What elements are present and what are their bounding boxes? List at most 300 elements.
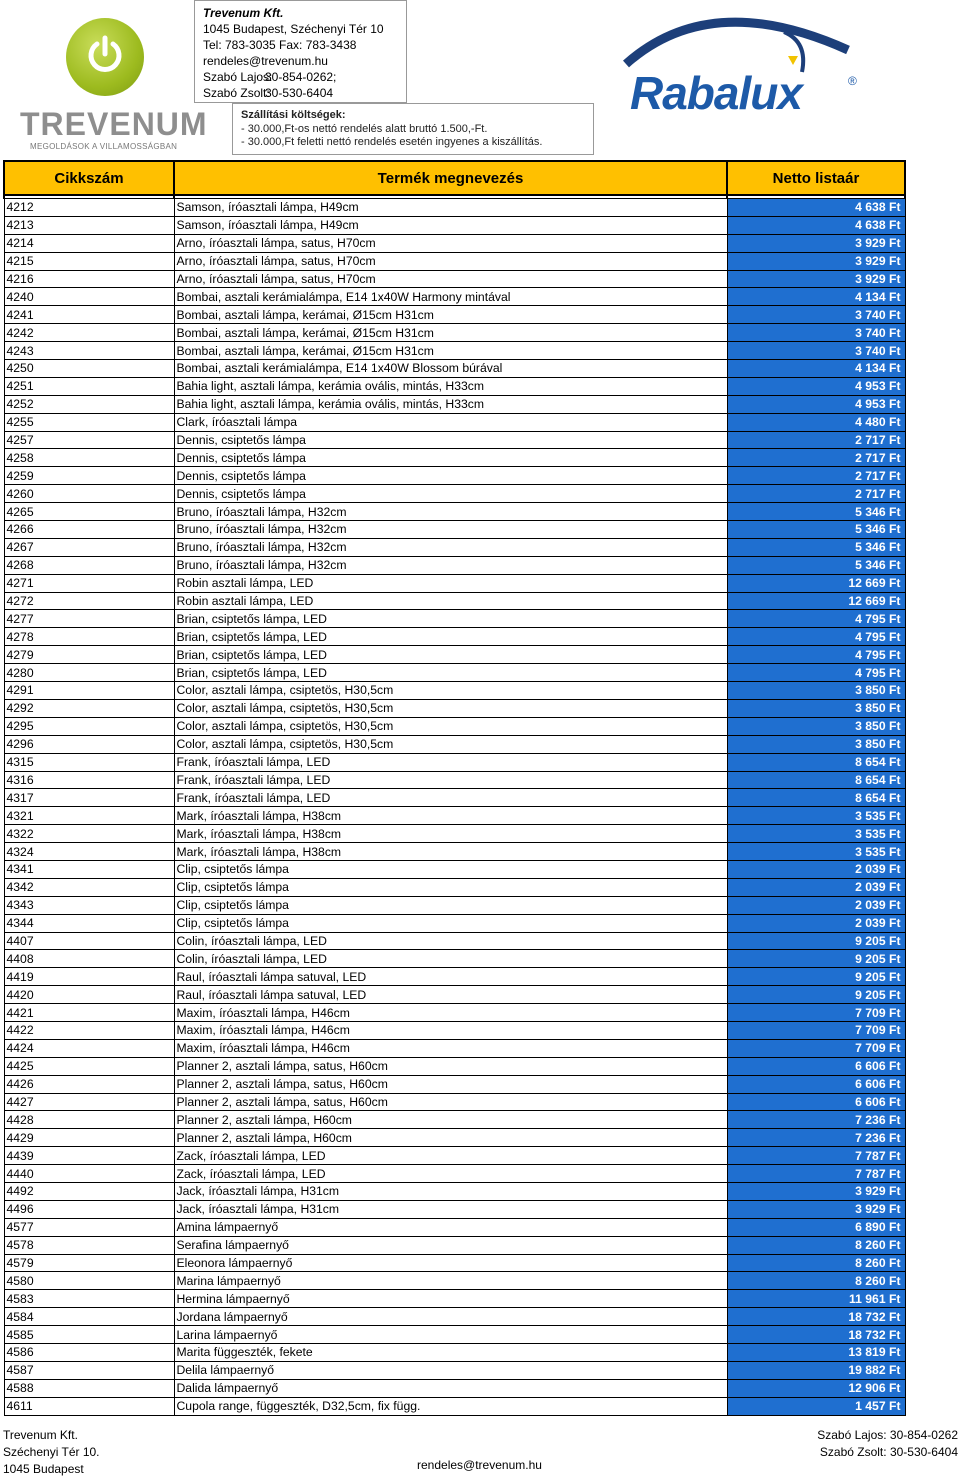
cell-product-name: Marina lámpaernyő: [174, 1272, 727, 1290]
cell-product-name: Mark, íróasztali lámpa, H38cm: [174, 807, 727, 825]
cell-item-number: 4577: [4, 1218, 174, 1236]
cell-net-price: 8 654 Ft: [727, 771, 905, 789]
table-row: [4, 503, 905, 521]
cell-item-number: 4242: [4, 324, 174, 342]
cell-product-name: Bombai, asztali lámpa, kerámai, Ø15cm H31cm: [174, 324, 727, 342]
table-row: [4, 342, 905, 360]
cell-net-price: 2 717 Ft: [727, 431, 905, 449]
table-row: [4, 306, 905, 324]
cell-net-price: 8 654 Ft: [727, 753, 905, 771]
table-row: [4, 556, 905, 574]
cell-item-number: 4267: [4, 538, 174, 556]
table-row: [4, 1111, 905, 1129]
column-header-net-price: Netto listaár: [727, 161, 905, 195]
cell-net-price: 6 606 Ft: [727, 1075, 905, 1093]
cell-item-number: 4496: [4, 1200, 174, 1218]
cell-item-number: 4255: [4, 413, 174, 431]
cell-net-price: 8 260 Ft: [727, 1272, 905, 1290]
cell-item-number: 4580: [4, 1272, 174, 1290]
footer-company: Trevenum Kft.: [3, 1428, 78, 1442]
table-row: [4, 860, 905, 878]
table-row: [4, 1147, 905, 1165]
cell-product-name: Arno, íróasztali lámpa, satus, H70cm: [174, 270, 727, 288]
cell-item-number: 4259: [4, 467, 174, 485]
cell-net-price: 12 669 Ft: [727, 592, 905, 610]
cell-product-name: Planner 2, asztali lámpa, satus, H60cm: [174, 1075, 727, 1093]
cell-product-name: Larina lámpaernyő: [174, 1326, 727, 1344]
table-row: [4, 682, 905, 700]
cell-net-price: 3 850 Ft: [727, 682, 905, 700]
cell-net-price: 4 480 Ft: [727, 413, 905, 431]
cell-item-number: 4420: [4, 986, 174, 1004]
contact-person-1-label: Szabó Lajos:: [203, 70, 273, 84]
cell-item-number: 4492: [4, 1182, 174, 1200]
cell-net-price: 7 236 Ft: [727, 1111, 905, 1129]
table-row: [4, 1039, 905, 1057]
table-row: [4, 1254, 905, 1272]
cell-net-price: 4 638 Ft: [727, 199, 905, 217]
cell-product-name: Bruno, íróasztali lámpa, H32cm: [174, 521, 727, 539]
cell-net-price: 3 535 Ft: [727, 807, 905, 825]
cell-net-price: 8 654 Ft: [727, 789, 905, 807]
cell-product-name: Zack, íróasztali lámpa, LED: [174, 1147, 727, 1165]
cell-product-name: Dalida lámpaernyő: [174, 1379, 727, 1397]
cell-item-number: 4322: [4, 825, 174, 843]
cell-product-name: Robin asztali lámpa, LED: [174, 574, 727, 592]
company-name: Trevenum Kft.: [203, 6, 284, 20]
cell-net-price: 3 535 Ft: [727, 843, 905, 861]
cell-item-number: 4277: [4, 610, 174, 628]
price-list-table: [3, 160, 904, 1416]
cell-net-price: 3 740 Ft: [727, 306, 905, 324]
cell-item-number: 4341: [4, 860, 174, 878]
cell-item-number: 4585: [4, 1326, 174, 1344]
column-header-item-number: Cikkszám: [4, 161, 174, 195]
cell-net-price: 2 039 Ft: [727, 860, 905, 878]
cell-net-price: 7 236 Ft: [727, 1129, 905, 1147]
cell-item-number: 4250: [4, 360, 174, 378]
power-icon: [66, 18, 144, 96]
cell-net-price: 4 638 Ft: [727, 216, 905, 234]
table-row: [4, 521, 905, 539]
table-row: [4, 270, 905, 288]
table-row: [4, 628, 905, 646]
cell-product-name: Jack, íróasztali lámpa, H31cm: [174, 1200, 727, 1218]
cell-net-price: 2 039 Ft: [727, 896, 905, 914]
table-row: [4, 610, 905, 628]
cell-product-name: Serafina lámpaernyő: [174, 1236, 727, 1254]
cell-net-price: 3 850 Ft: [727, 735, 905, 753]
table-row: [4, 807, 905, 825]
table-row: [4, 699, 905, 717]
table-row: [4, 1129, 905, 1147]
cell-net-price: 2 717 Ft: [727, 467, 905, 485]
table-row: [4, 968, 905, 986]
cell-net-price: 5 346 Ft: [727, 538, 905, 556]
cell-product-name: Cupola range, függeszték, D32,5cm, fix függ.: [174, 1397, 727, 1415]
cell-item-number: 4266: [4, 521, 174, 539]
cell-item-number: 4216: [4, 270, 174, 288]
cell-net-price: 5 346 Ft: [727, 503, 905, 521]
cell-net-price: 7 787 Ft: [727, 1165, 905, 1183]
cell-net-price: 6 606 Ft: [727, 1057, 905, 1075]
trevenum-tagline: MEGOLDÁSOK A VILLAMOSSÁGBAN: [30, 142, 178, 151]
cell-net-price: 18 732 Ft: [727, 1308, 905, 1326]
table-row: [4, 538, 905, 556]
table-row: [4, 288, 905, 306]
cell-net-price: 12 906 Ft: [727, 1379, 905, 1397]
cell-net-price: 4 953 Ft: [727, 395, 905, 413]
cell-item-number: 4324: [4, 843, 174, 861]
table-row: [4, 377, 905, 395]
table-row: [4, 771, 905, 789]
cell-product-name: Bahia light, asztali lámpa, kerámia ovális, mintás, H33cm: [174, 395, 727, 413]
cell-product-name: Maxim, íróasztali lámpa, H46cm: [174, 1004, 727, 1022]
cell-item-number: 4439: [4, 1147, 174, 1165]
cell-item-number: 4315: [4, 753, 174, 771]
footer-address: [3, 1427, 100, 1478]
cell-product-name: Frank, íróasztali lámpa, LED: [174, 789, 727, 807]
cell-product-name: Brian, csiptetős lámpa, LED: [174, 664, 727, 682]
cell-product-name: Amina lámpaernyő: [174, 1218, 727, 1236]
cell-item-number: 4611: [4, 1397, 174, 1415]
table-row: [4, 825, 905, 843]
cell-net-price: 3 740 Ft: [727, 324, 905, 342]
cell-net-price: 13 819 Ft: [727, 1344, 905, 1362]
cell-product-name: Clark, íróasztali lámpa: [174, 413, 727, 431]
cell-item-number: 4280: [4, 664, 174, 682]
footer-email[interactable]: rendeles@trevenum.hu: [417, 1458, 542, 1472]
cell-item-number: 4243: [4, 342, 174, 360]
cell-net-price: 4 795 Ft: [727, 628, 905, 646]
shipping-title: Szállítási költségek:: [241, 109, 346, 121]
cell-net-price: 4 953 Ft: [727, 377, 905, 395]
cell-net-price: 2 039 Ft: [727, 914, 905, 932]
cell-product-name: Eleonora lámpaernyő: [174, 1254, 727, 1272]
shipping-line-1: - 30.000,Ft-os nettó rendelés alatt bruttó 1.500,-Ft.: [241, 122, 488, 135]
table-row: [4, 1057, 905, 1075]
cell-product-name: Mark, íróasztali lámpa, H38cm: [174, 825, 727, 843]
cell-product-name: Dennis, csiptetős lámpa: [174, 485, 727, 503]
trevenum-wordmark: TREVENUM: [20, 106, 208, 142]
table-row: [4, 1075, 905, 1093]
cell-net-price: 4 795 Ft: [727, 646, 905, 664]
cell-item-number: 4292: [4, 699, 174, 717]
footer-contact-1: Szabó Lajos: 30-854-0262: [817, 1428, 958, 1442]
footer-city: 1045 Budapest: [3, 1462, 84, 1476]
cell-product-name: Bruno, íróasztali lámpa, H32cm: [174, 556, 727, 574]
table-row: [4, 1236, 905, 1254]
cell-item-number: 4296: [4, 735, 174, 753]
cell-item-number: 4251: [4, 377, 174, 395]
cell-net-price: 3 929 Ft: [727, 252, 905, 270]
shipping-line-2: - 30.000,Ft feletti nettó rendelés esetén ingyenes a kiszállítás.: [241, 136, 543, 148]
table-row: [4, 1004, 905, 1022]
table-row: [4, 914, 905, 932]
cell-item-number: 4578: [4, 1236, 174, 1254]
cell-net-price: 7 709 Ft: [727, 1021, 905, 1039]
cell-net-price: 18 732 Ft: [727, 1326, 905, 1344]
company-address: 1045 Budapest, Széchenyi Tér 10: [203, 22, 384, 36]
table-row: [4, 986, 905, 1004]
cell-product-name: Bruno, íróasztali lámpa, H32cm: [174, 503, 727, 521]
table-row: [4, 789, 905, 807]
cell-item-number: 4240: [4, 288, 174, 306]
cell-item-number: 4428: [4, 1111, 174, 1129]
cell-product-name: Frank, íróasztali lámpa, LED: [174, 753, 727, 771]
table-row: [4, 735, 905, 753]
table-row: [4, 467, 905, 485]
cell-product-name: Arno, íróasztali lámpa, satus, H70cm: [174, 252, 727, 270]
cell-net-price: 3 929 Ft: [727, 270, 905, 288]
cell-net-price: 3 740 Ft: [727, 342, 905, 360]
table-row: [4, 1397, 905, 1415]
cell-product-name: Clip, csiptetős lámpa: [174, 860, 727, 878]
cell-item-number: 4212: [4, 199, 174, 217]
cell-product-name: Dennis, csiptetős lámpa: [174, 431, 727, 449]
table-row: [4, 717, 905, 735]
table-row: [4, 1344, 905, 1362]
table-body: [4, 195, 905, 1415]
cell-net-price: 9 205 Ft: [727, 950, 905, 968]
table-row: [4, 1165, 905, 1183]
cell-net-price: 7 709 Ft: [727, 1004, 905, 1022]
table-row: [4, 1361, 905, 1379]
cell-item-number: 4588: [4, 1379, 174, 1397]
contact-person-1: [203, 69, 406, 85]
cell-net-price: 3 850 Ft: [727, 699, 905, 717]
cell-item-number: 4272: [4, 592, 174, 610]
cell-item-number: 4584: [4, 1308, 174, 1326]
table-row: [4, 878, 905, 896]
footer-contacts: [817, 1427, 958, 1461]
registered-mark: ®: [848, 74, 857, 88]
cell-product-name: Bombai, asztali lámpa, kerámai, Ø15cm H31cm: [174, 306, 727, 324]
cell-product-name: Marita függeszték, fekete: [174, 1344, 727, 1362]
table-row: [4, 843, 905, 861]
cell-net-price: 6 890 Ft: [727, 1218, 905, 1236]
table-row: [4, 449, 905, 467]
cell-product-name: Arno, íróasztali lámpa, satus, H70cm: [174, 234, 727, 252]
table-row: [4, 574, 905, 592]
cell-net-price: 12 669 Ft: [727, 574, 905, 592]
contact-person-1-phone: 30-854-0262;: [265, 70, 337, 84]
cell-item-number: 4579: [4, 1254, 174, 1272]
cell-net-price: 8 260 Ft: [727, 1254, 905, 1272]
cell-item-number: 4258: [4, 449, 174, 467]
cell-product-name: Dennis, csiptetős lámpa: [174, 467, 727, 485]
column-header-product-name: Termék megnevezés: [174, 161, 727, 195]
table-row: [4, 932, 905, 950]
cell-product-name: Color, asztali lámpa, csiptetös, H30,5cm: [174, 735, 727, 753]
table-row: [4, 1200, 905, 1218]
cell-item-number: 4317: [4, 789, 174, 807]
cell-item-number: 4583: [4, 1290, 174, 1308]
cell-product-name: Brian, csiptetős lámpa, LED: [174, 646, 727, 664]
cell-product-name: Bruno, íróasztali lámpa, H32cm: [174, 538, 727, 556]
cell-item-number: 4279: [4, 646, 174, 664]
page-footer: [0, 1427, 960, 1476]
cell-product-name: Samson, íróasztali lámpa, H49cm: [174, 199, 727, 217]
contact-person-2-phone: 30-530-6404: [265, 86, 334, 100]
cell-net-price: 4 134 Ft: [727, 288, 905, 306]
table-row: [4, 324, 905, 342]
table-row: [4, 896, 905, 914]
cell-product-name: Brian, csiptetős lámpa, LED: [174, 628, 727, 646]
table-row: [4, 1326, 905, 1344]
cell-product-name: Jordana lámpaernyő: [174, 1308, 727, 1326]
trevenum-logo: [18, 14, 208, 154]
cell-product-name: Clip, csiptetős lámpa: [174, 914, 727, 932]
cell-product-name: Colin, íróasztali lámpa, LED: [174, 932, 727, 950]
shipping-info-box: [232, 103, 594, 155]
cell-net-price: 2 039 Ft: [727, 878, 905, 896]
cell-item-number: 4213: [4, 216, 174, 234]
cell-item-number: 4265: [4, 503, 174, 521]
table-row: [4, 664, 905, 682]
cell-net-price: 9 205 Ft: [727, 968, 905, 986]
cell-product-name: Planner 2, asztali lámpa, satus, H60cm: [174, 1093, 727, 1111]
cell-item-number: 4587: [4, 1361, 174, 1379]
table-row: [4, 485, 905, 503]
cell-item-number: 4440: [4, 1165, 174, 1183]
cell-item-number: 4271: [4, 574, 174, 592]
cell-item-number: 4425: [4, 1057, 174, 1075]
rabalux-wordmark: Rabalux: [630, 67, 802, 119]
cell-net-price: 4 795 Ft: [727, 610, 905, 628]
cell-net-price: 2 717 Ft: [727, 449, 905, 467]
footer-street: Széchenyi Tér 10.: [3, 1445, 100, 1459]
cell-net-price: 9 205 Ft: [727, 986, 905, 1004]
cell-item-number: 4421: [4, 1004, 174, 1022]
cell-item-number: 4321: [4, 807, 174, 825]
cell-product-name: Bombai, asztali lámpa, kerámai, Ø15cm H31cm: [174, 342, 727, 360]
cell-product-name: Bombai, asztali kerámialámpa, E14 1x40W Harmony mintával: [174, 288, 727, 306]
company-phone-fax: Tel: 783-3035 Fax: 783-3438: [203, 38, 357, 52]
cell-product-name: Color, asztali lámpa, csiptetös, H30,5cm: [174, 717, 727, 735]
cell-item-number: 4344: [4, 914, 174, 932]
cell-item-number: 4419: [4, 968, 174, 986]
table-row: [4, 199, 905, 217]
cell-product-name: Brian, csiptetős lámpa, LED: [174, 610, 727, 628]
table-header-row: [4, 161, 905, 195]
cell-item-number: 4316: [4, 771, 174, 789]
cell-net-price: 9 205 Ft: [727, 932, 905, 950]
cell-item-number: 4343: [4, 896, 174, 914]
cell-product-name: Maxim, íróasztali lámpa, H46cm: [174, 1021, 727, 1039]
table-row: [4, 950, 905, 968]
cell-net-price: 7 709 Ft: [727, 1039, 905, 1057]
cell-product-name: Planner 2, asztali lámpa, H60cm: [174, 1129, 727, 1147]
table-row: [4, 1308, 905, 1326]
cell-product-name: Hermina lámpaernyő: [174, 1290, 727, 1308]
table-row: [4, 252, 905, 270]
cell-product-name: Colin, íróasztali lámpa, LED: [174, 950, 727, 968]
cell-net-price: 4 134 Ft: [727, 360, 905, 378]
table-row: [4, 413, 905, 431]
cell-item-number: 4260: [4, 485, 174, 503]
cell-product-name: Dennis, csiptetős lámpa: [174, 449, 727, 467]
table-row: [4, 1218, 905, 1236]
table-row: [4, 1093, 905, 1111]
cell-item-number: 4426: [4, 1075, 174, 1093]
table-row: [4, 431, 905, 449]
cell-item-number: 4408: [4, 950, 174, 968]
company-email[interactable]: rendeles@trevenum.hu: [203, 54, 328, 68]
cell-net-price: 19 882 Ft: [727, 1361, 905, 1379]
cell-item-number: 4257: [4, 431, 174, 449]
cell-item-number: 4342: [4, 878, 174, 896]
cell-net-price: 3 850 Ft: [727, 717, 905, 735]
table-row: [4, 1021, 905, 1039]
cell-product-name: Raul, íróasztali lámpa satuval, LED: [174, 986, 727, 1004]
cell-product-name: Zack, íróasztali lámpa, LED: [174, 1165, 727, 1183]
cell-item-number: 4427: [4, 1093, 174, 1111]
rabalux-logo: [616, 6, 886, 126]
cell-product-name: Jack, íróasztali lámpa, H31cm: [174, 1182, 727, 1200]
cell-product-name: Maxim, íróasztali lámpa, H46cm: [174, 1039, 727, 1057]
cell-product-name: Robin asztali lámpa, LED: [174, 592, 727, 610]
contact-person-2-label: Szabó Zsolt:: [203, 86, 270, 100]
cell-item-number: 4278: [4, 628, 174, 646]
cell-product-name: Clip, csiptetős lámpa: [174, 878, 727, 896]
cell-item-number: 4407: [4, 932, 174, 950]
cell-net-price: 3 535 Ft: [727, 825, 905, 843]
cell-net-price: 8 260 Ft: [727, 1236, 905, 1254]
cell-product-name: Clip, csiptetős lámpa: [174, 896, 727, 914]
table-row: [4, 360, 905, 378]
cell-product-name: Color, asztali lámpa, csiptetös, H30,5cm: [174, 699, 727, 717]
cell-net-price: 5 346 Ft: [727, 521, 905, 539]
table-row: [4, 646, 905, 664]
cell-item-number: 4252: [4, 395, 174, 413]
cell-item-number: 4424: [4, 1039, 174, 1057]
cell-net-price: 7 787 Ft: [727, 1147, 905, 1165]
table-row: [4, 395, 905, 413]
table-row: [4, 234, 905, 252]
table-row: [4, 1182, 905, 1200]
cell-net-price: 6 606 Ft: [727, 1093, 905, 1111]
cell-net-price: 3 929 Ft: [727, 1182, 905, 1200]
cell-product-name: Bahia light, asztali lámpa, kerámia ovális, mintás, H33cm: [174, 377, 727, 395]
table-row: [4, 592, 905, 610]
cell-net-price: 1 457 Ft: [727, 1397, 905, 1415]
cell-item-number: 4291: [4, 682, 174, 700]
cell-product-name: Raul, íróasztali lámpa satuval, LED: [174, 968, 727, 986]
cell-product-name: Color, asztali lámpa, csiptetös, H30,5cm: [174, 682, 727, 700]
cell-item-number: 4241: [4, 306, 174, 324]
cell-product-name: Delila lámpaernyő: [174, 1361, 727, 1379]
cell-net-price: 5 346 Ft: [727, 556, 905, 574]
cell-product-name: Mark, íróasztali lámpa, H38cm: [174, 843, 727, 861]
cell-net-price: 2 717 Ft: [727, 485, 905, 503]
table-row: [4, 753, 905, 771]
cell-item-number: 4586: [4, 1344, 174, 1362]
cell-net-price: 3 929 Ft: [727, 234, 905, 252]
cell-item-number: 4295: [4, 717, 174, 735]
contact-person-2: [203, 85, 406, 101]
cell-net-price: 4 795 Ft: [727, 664, 905, 682]
cell-product-name: Samson, íróasztali lámpa, H49cm: [174, 216, 727, 234]
table-row: [4, 1379, 905, 1397]
cell-product-name: Planner 2, asztali lámpa, satus, H60cm: [174, 1057, 727, 1075]
cell-product-name: Planner 2, asztali lámpa, H60cm: [174, 1111, 727, 1129]
cell-net-price: 3 929 Ft: [727, 1200, 905, 1218]
footer-contact-2: Szabó Zsolt: 30-530-6404: [819, 1445, 958, 1459]
contact-box: [194, 0, 407, 103]
cell-item-number: 4268: [4, 556, 174, 574]
cell-product-name: Bombai, asztali kerámialámpa, E14 1x40W Blossom búrával: [174, 360, 727, 378]
